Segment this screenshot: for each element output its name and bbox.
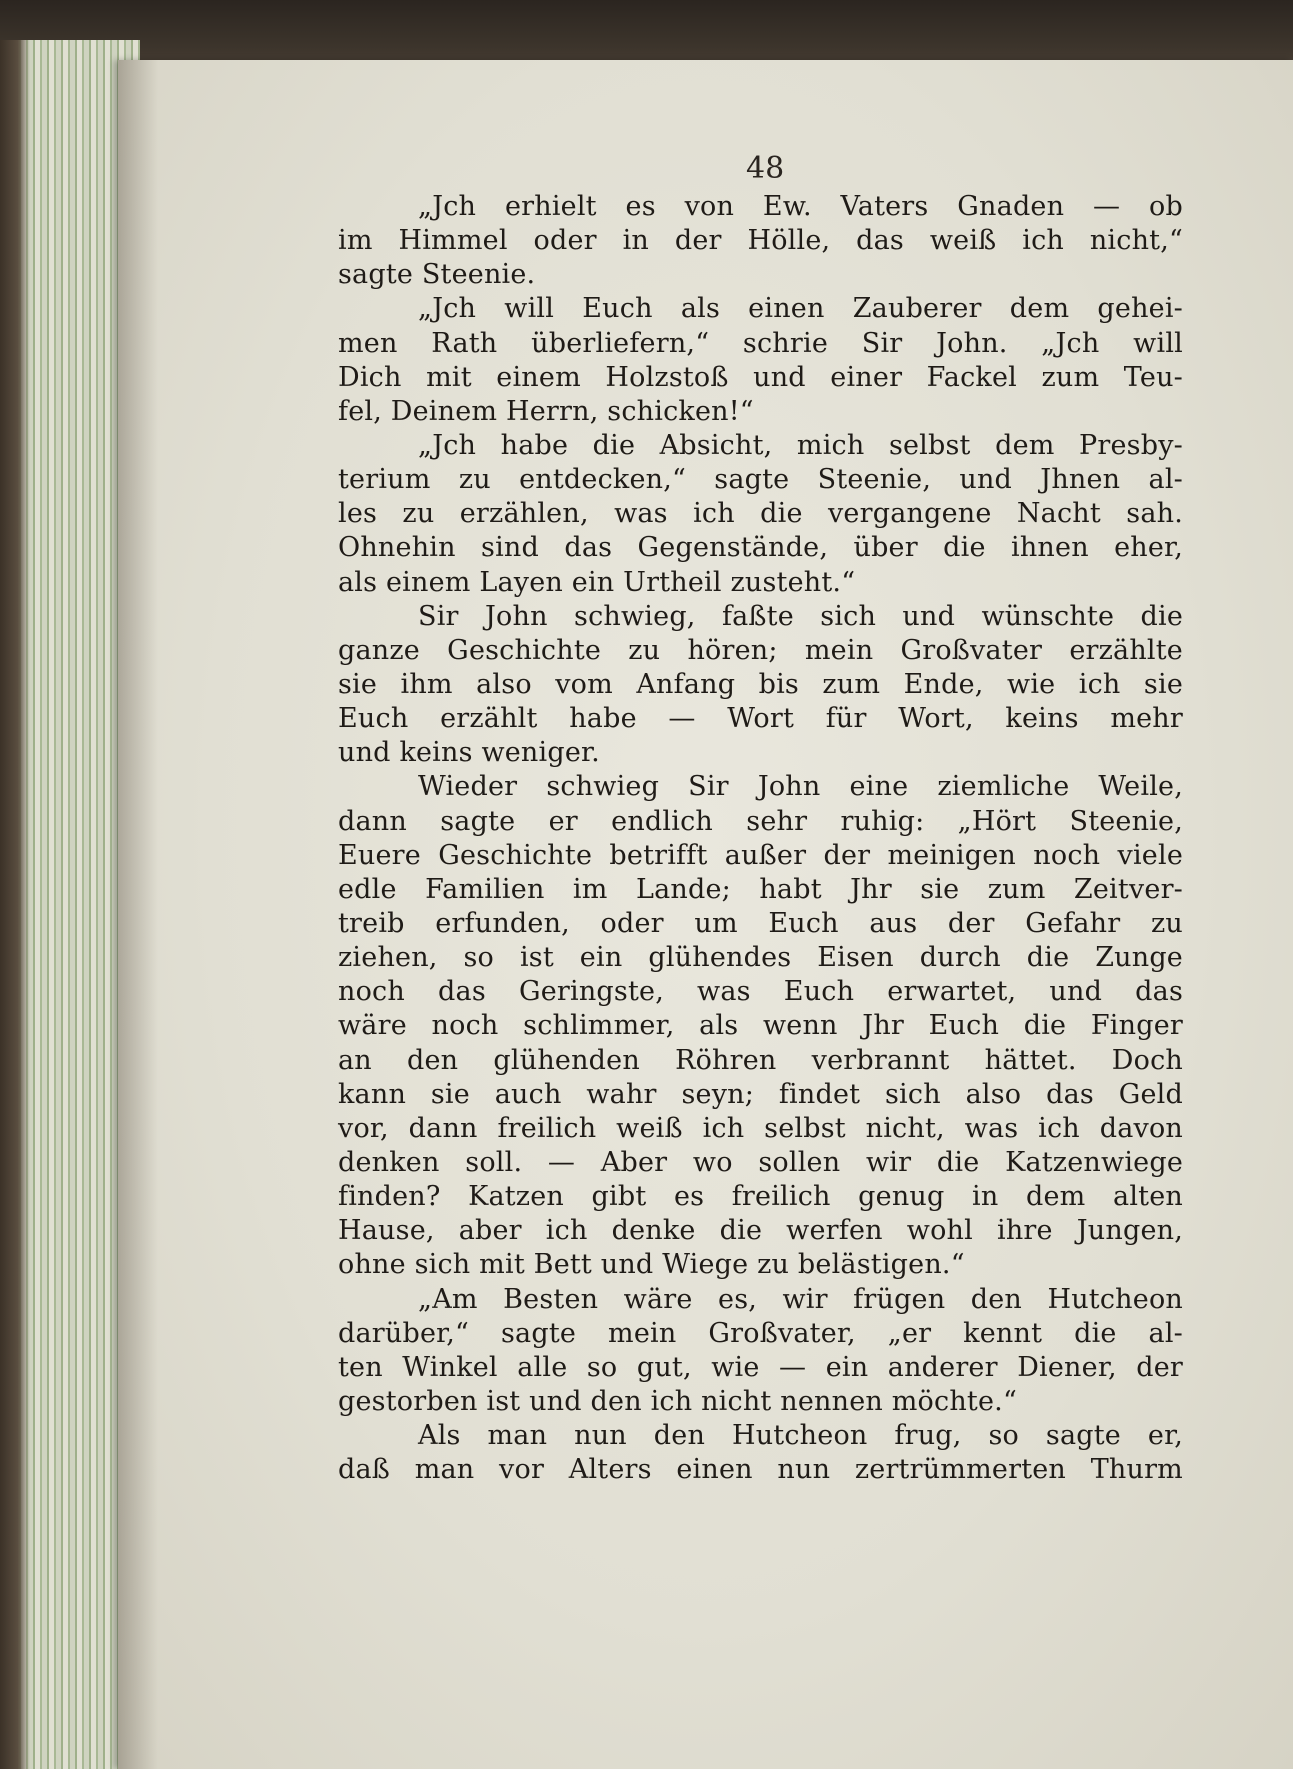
- text-line: daß man vor Alters einen nun zertrümmerten Thurm: [338, 1454, 1183, 1486]
- page-number: 48: [746, 151, 785, 186]
- text-line: ziehen, so ist ein glühendes Eisen durch die Zunge: [338, 942, 1183, 974]
- edge-shadow: [0, 40, 30, 1769]
- text-line: „Jch erhielt es von Ew. Vaters Gnaden — ob: [418, 191, 1183, 222]
- text-line: terium zu entdecken,“ sagte Steenie, und Jhnen al-: [338, 464, 1183, 496]
- text-line: les zu erzählen, was ich die vergangene Nacht sah.: [338, 498, 1183, 530]
- text-line: „Jch habe die Absicht, mich selbst dem Presby-: [418, 429, 1183, 461]
- text-line: dann sagte er endlich sehr ruhig: „Hört Steenie,: [338, 805, 1183, 837]
- text-line: Dich mit einem Holzstoß und einer Fackel zum Teu-: [338, 361, 1183, 393]
- text-line: ganze Geschichte zu hören; mein Großvater erzählte: [338, 634, 1183, 666]
- text-line: edle Familien im Lande; habt Jhr sie zum Zeitver-: [338, 873, 1183, 905]
- page-gutter: [118, 60, 158, 1769]
- text-line: wäre noch schlimmer, als wenn Jhr Euch die Finger: [338, 1010, 1183, 1042]
- text-line: an den glühenden Röhren verbrannt hättet. Doch: [338, 1044, 1183, 1076]
- text-line: denken soll. — Aber wo sollen wir die Katzenwiege: [338, 1146, 1183, 1178]
- text-line: treib erfunden, oder um Euch aus der Gefahr zu: [338, 907, 1183, 939]
- text-line: Hause, aber ich denke die werfen wohl ihre Jungen,: [338, 1215, 1183, 1247]
- text-line: sagte Steenie.: [338, 259, 536, 291]
- text-line: Als man nun den Hutcheon frug, so sagte er,: [418, 1420, 1183, 1452]
- text-line: kann sie auch wahr seyn; findet sich also das Geld: [338, 1078, 1183, 1110]
- text-line: noch das Geringste, was Euch erwartet, und das: [338, 976, 1183, 1008]
- text-line: finden? Katzen gibt es freilich genug in dem alten: [338, 1181, 1183, 1213]
- text-line: im Himmel oder in der Hölle, das weiß ich nicht,“: [338, 225, 1183, 257]
- text-line: vor, dann freilich weiß ich selbst nicht, was ich davon: [338, 1112, 1183, 1144]
- text-line: ohne sich mit Bett und Wiege zu belästigen.“: [338, 1249, 965, 1281]
- text-line: darüber,“ sagte mein Großvater, „er kennt die al-: [338, 1317, 1183, 1349]
- text-line: fel, Deinem Herrn, schicken!“: [338, 395, 754, 427]
- text-line: als einem Layen ein Urtheil zusteht.“: [338, 566, 856, 598]
- text-line: „Jch will Euch als einen Zauberer dem gehei-: [418, 293, 1183, 325]
- text-line: Euere Geschichte betrifft außer der meinigen noch viele: [338, 839, 1183, 871]
- text-line: Ohnehin sind das Gegenstände, über die ihnen eher,: [338, 532, 1183, 564]
- text-line: gestorben ist und den ich nicht nennen möchte.“: [338, 1385, 1017, 1417]
- text-line: Wieder schwieg Sir John eine ziemliche Weile,: [418, 771, 1183, 803]
- text-line: und keins weniger.: [338, 737, 600, 769]
- text-line: sie ihm also vom Anfang bis zum Ende, wie ich sie: [338, 668, 1183, 700]
- text-block: [338, 190, 1183, 1487]
- text-line: Sir John schwieg, faßte sich und wünschte die: [418, 600, 1183, 632]
- text-line: men Rath überliefern,“ schrie Sir John. „Jch will: [338, 327, 1183, 359]
- text-line: ten Winkel alle so gut, wie — ein anderer Diener, der: [338, 1351, 1183, 1383]
- text-line: „Am Besten wäre es, wir frügen den Hutcheon: [418, 1283, 1183, 1315]
- text-line: Euch erzählt habe — Wort für Wort, keins mehr: [338, 703, 1183, 735]
